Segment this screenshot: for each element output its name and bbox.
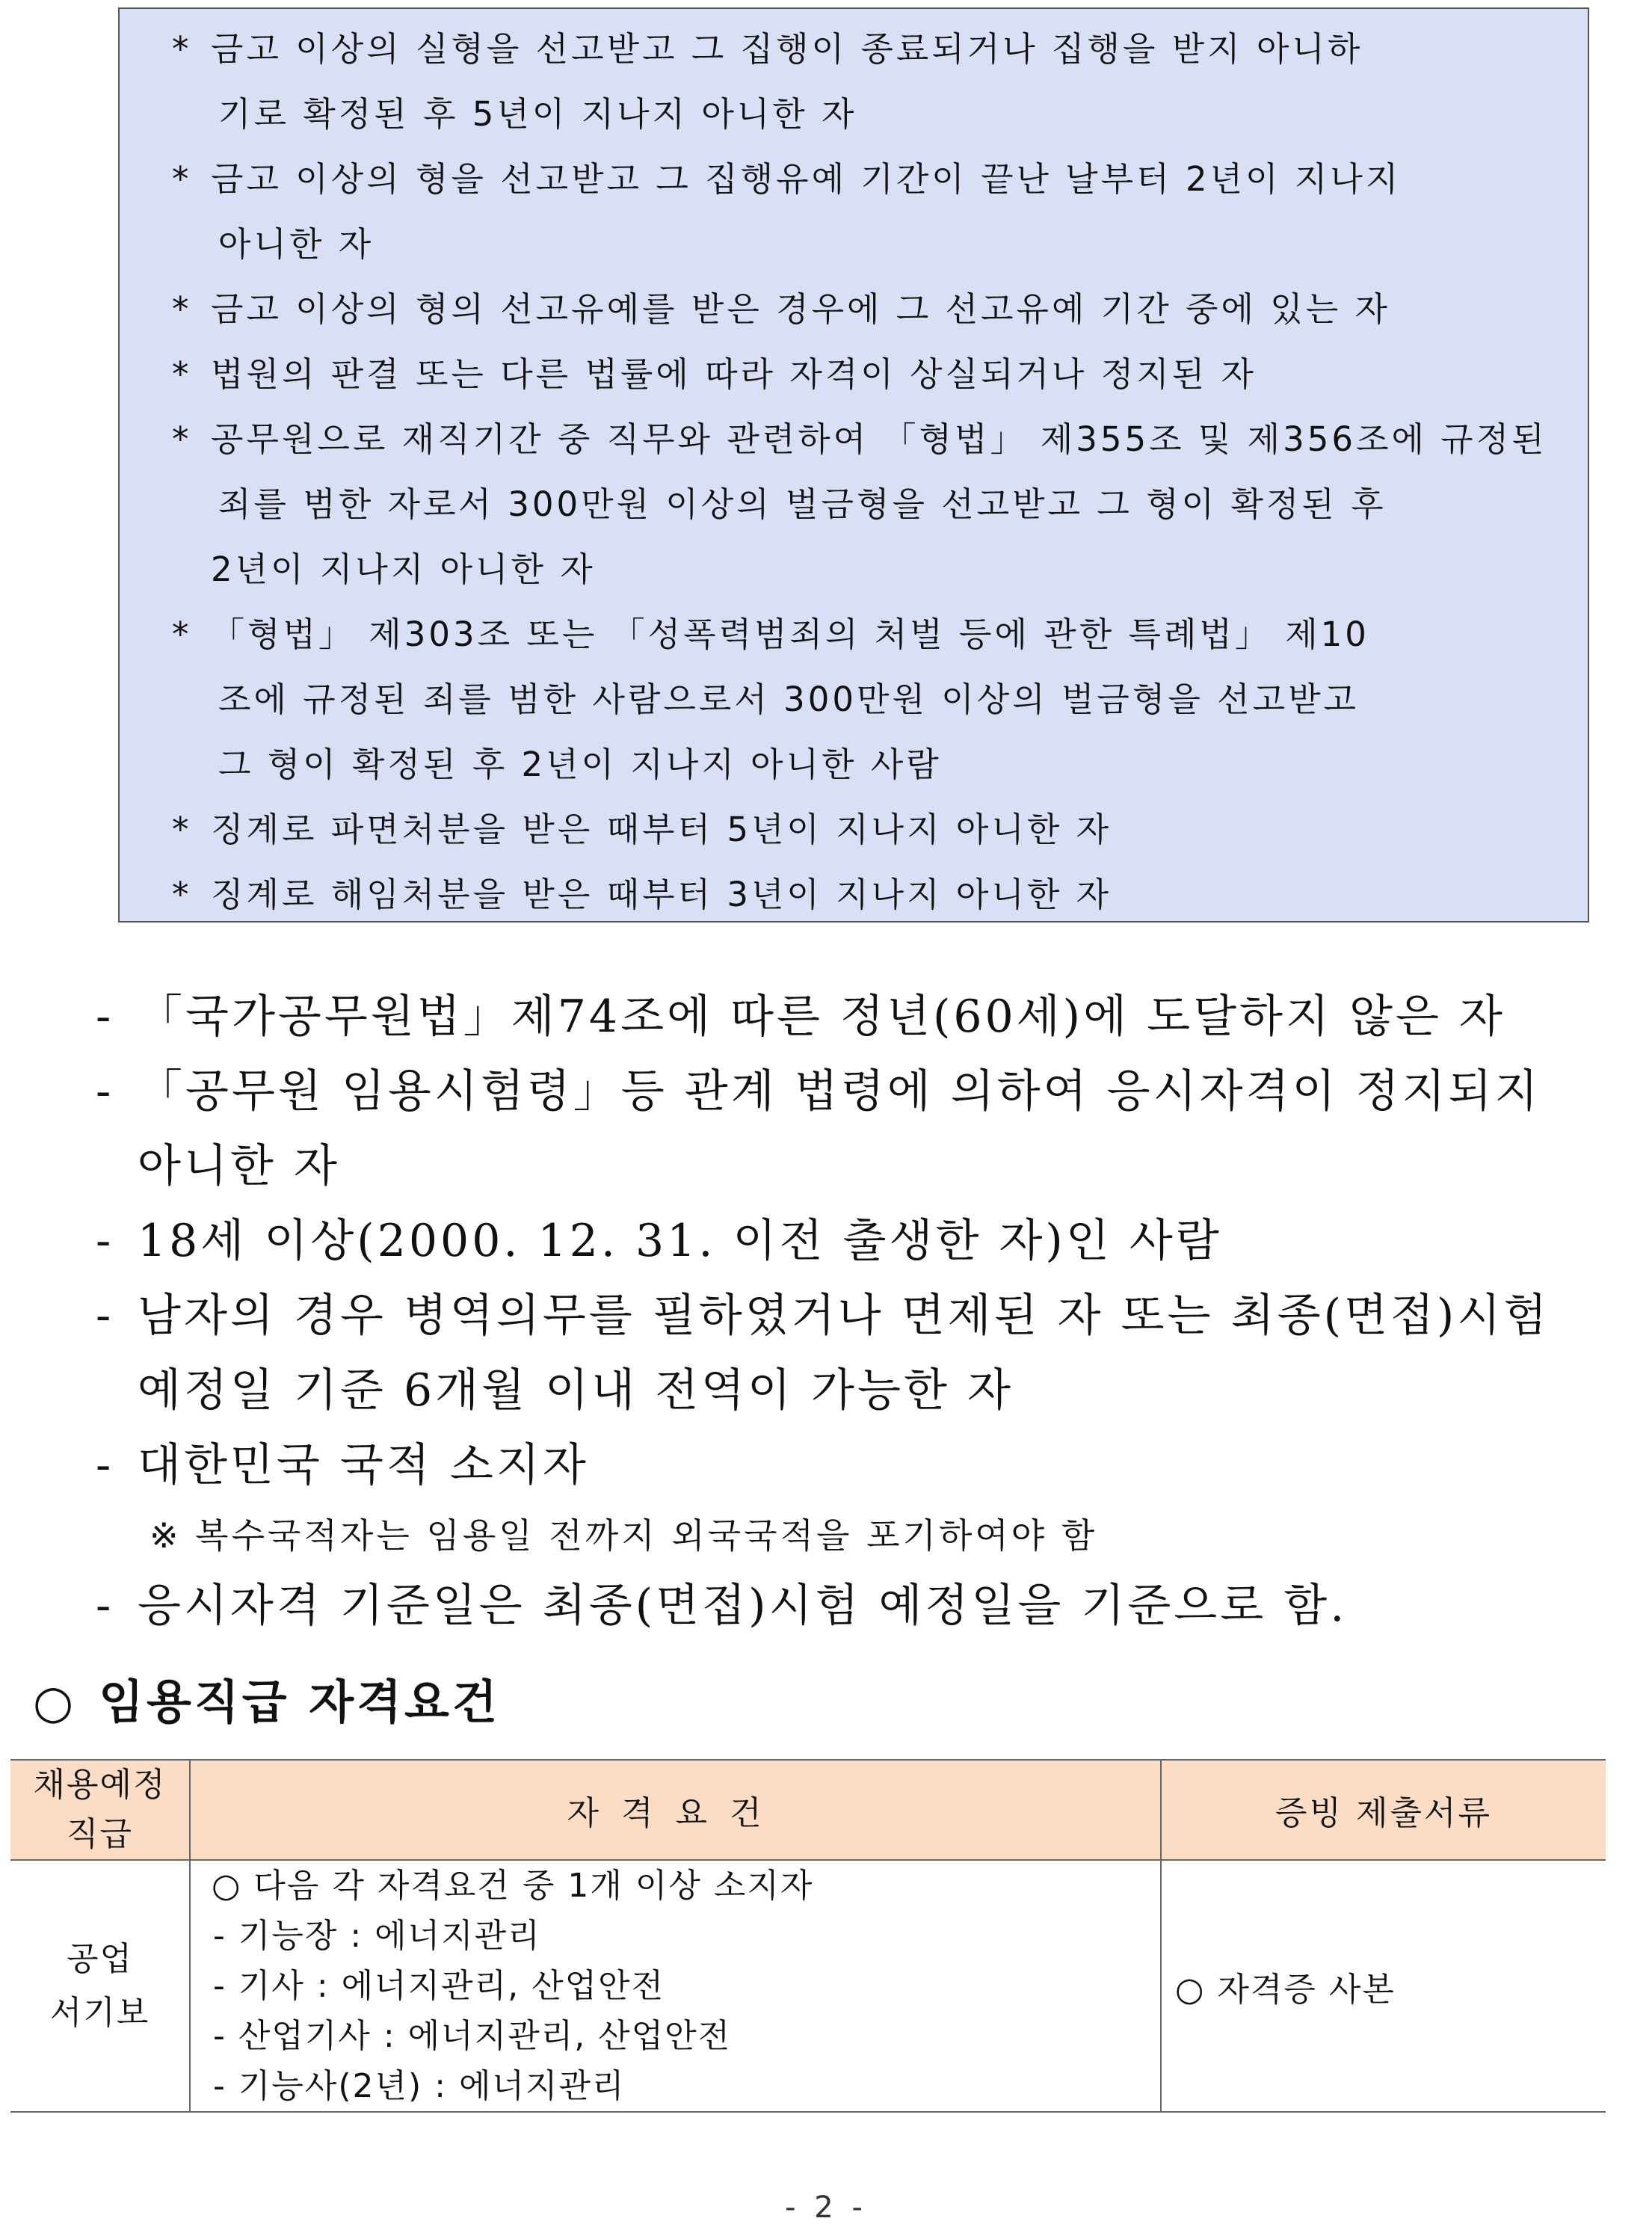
requirement-text: 「공무원 임용시험령」등 관계 법령에 의하여 응시자격이 정지되지 — [138, 1065, 1541, 1118]
bullet-dash: - — [96, 991, 114, 1043]
requirement-item-6 — [96, 1568, 1600, 1643]
requirement-text: 18세 이상(2000. 12. 31. 이전 출생한 자)인 사람 — [138, 1215, 1222, 1267]
box-item-text: 법원의 판결 또는 다른 법률에 따라 자격이 상실되거나 정지된 자 — [211, 354, 1257, 394]
requirement-text: 응시자격 기준일은 최종(면접)시험 예정일을 기준으로 함. — [138, 1580, 1348, 1632]
box-item-text: 금고 이상의 형의 선고유예를 받은 경우에 그 선고유예 기간 중에 있는 자 — [211, 289, 1390, 329]
box-item-7 — [172, 797, 1571, 862]
requirement-item-3 — [96, 1204, 1600, 1278]
box-item-text: 징계로 해임처분을 받은 때부터 3년이 지나지 아니한 자 — [211, 875, 1112, 914]
bullet-dash: - — [96, 1215, 114, 1267]
grade-line1: 공업 — [66, 1939, 133, 1978]
bullet-star: * — [172, 419, 192, 459]
section-heading — [33, 1669, 500, 1736]
requirement-text: 아니한 자 — [138, 1140, 340, 1192]
bullet-star: * — [172, 354, 192, 394]
dual-nationality-note: ※ 복수국적자는 임용일 전까지 외국국적을 포기하여야 함 — [150, 1515, 1098, 1556]
table-header-row — [10, 1760, 1606, 1860]
bullet-star: * — [172, 810, 192, 849]
box-item-1 — [172, 16, 1571, 147]
header-grade-line2: 직급 — [66, 1815, 133, 1853]
box-item-2 — [172, 147, 1571, 277]
box-item-text: 기로 확정된 후 5년이 지나지 아니한 자 — [218, 94, 857, 134]
requirement-item-1 — [96, 979, 1600, 1054]
box-item-8 — [172, 862, 1571, 927]
requirement-item-5 — [96, 1428, 1600, 1503]
box-item-text: 그 형이 확정된 후 2년이 지나지 아니한 사람 — [218, 745, 942, 784]
bullet-star: * — [172, 875, 192, 914]
bullet-dash: - — [96, 1439, 114, 1491]
disqualification-box — [118, 7, 1589, 923]
requirement-text: 대한민국 국적 소지자 — [138, 1439, 589, 1491]
bullet-star: * — [172, 615, 192, 654]
bullet-star: * — [172, 29, 192, 69]
requirement-line: - 기능장 : 에너지관리 — [213, 1917, 541, 1955]
page-number: - 2 - — [785, 2190, 867, 2225]
box-item-text: 징계로 파면처분을 받은 때부터 5년이 지나지 아니한 자 — [211, 810, 1112, 849]
section-bullet: ○ — [33, 1675, 77, 1729]
box-item-6 — [172, 602, 1571, 797]
requirement-item-4 — [96, 1278, 1600, 1428]
requirement-line: ○ 다음 각 자격요건 중 1개 이상 소지자 — [212, 1867, 814, 1905]
section-title: 임용직급 자격요건 — [99, 1675, 500, 1729]
requirement-line: - 기능사(2년) : 에너지관리 — [213, 2067, 626, 2105]
cell-grade — [10, 1860, 190, 2112]
box-item-text: 조에 규정된 죄를 범한 사람으로서 300만원 이상의 벌금형을 선고받고 — [218, 680, 1360, 719]
grade-line2: 서기보 — [49, 1993, 150, 2032]
header-documents: 증빙 제출서류 — [1161, 1760, 1606, 1860]
cell-requirements — [190, 1860, 1161, 2112]
header-requirements: 자격요건 — [190, 1760, 1161, 1860]
header-grade — [10, 1760, 190, 1860]
requirement-line: - 산업기사 : 에너지관리, 산업안전 — [213, 2017, 732, 2055]
box-item-text: 금고 이상의 형을 선고받고 그 집행유예 기간이 끝난 날부터 2년이 지나지 — [211, 159, 1402, 199]
box-item-4 — [172, 342, 1571, 407]
bullet-dash: - — [96, 1580, 114, 1632]
requirement-line: - 기사 : 에너지관리, 산업안전 — [213, 1967, 665, 2005]
box-item-text: 죄를 범한 자로서 300만원 이상의 벌금형을 선고받고 그 형이 확정된 후 — [218, 484, 1387, 524]
requirement-text: 예정일 기준 6개월 이내 전역이 가능한 자 — [138, 1364, 1014, 1417]
bullet-star: * — [172, 159, 192, 199]
cell-documents: ○ 자격증 사본 — [1161, 1860, 1606, 2112]
header-grade-line1: 채용예정 — [33, 1766, 167, 1804]
box-item-text: 금고 이상의 실형을 선고받고 그 집행이 종료되거나 집행을 받지 아니하 — [211, 29, 1363, 69]
box-item-3 — [172, 277, 1571, 342]
table-row — [10, 1860, 1606, 2112]
qualification-table — [10, 1759, 1606, 2113]
requirement-item-2 — [96, 1054, 1600, 1204]
box-item-text: 공무원으로 재직기간 중 직무와 관련하여 「형법」 제355조 및 제356조에 규정된 — [211, 419, 1547, 459]
box-item-text: 아니한 자 — [218, 224, 375, 264]
box-item-5 — [172, 407, 1571, 602]
bullet-dash: - — [96, 1065, 114, 1118]
bullet-star: * — [172, 289, 192, 329]
bullet-dash: - — [96, 1290, 114, 1342]
requirement-text: 「국가공무원법」제74조에 따른 정년(60세)에 도달하지 않은 자 — [138, 991, 1505, 1043]
requirement-text: 남자의 경우 병역의무를 필하였거나 면제된 자 또는 최종(면접)시험 — [138, 1290, 1550, 1342]
box-item-text: 「형법」 제303조 또는 「성폭력범죄의 처벌 등에 관한 특례법」 제10 — [211, 615, 1369, 654]
box-item-text: 2년이 지나지 아니한 자 — [211, 549, 596, 589]
